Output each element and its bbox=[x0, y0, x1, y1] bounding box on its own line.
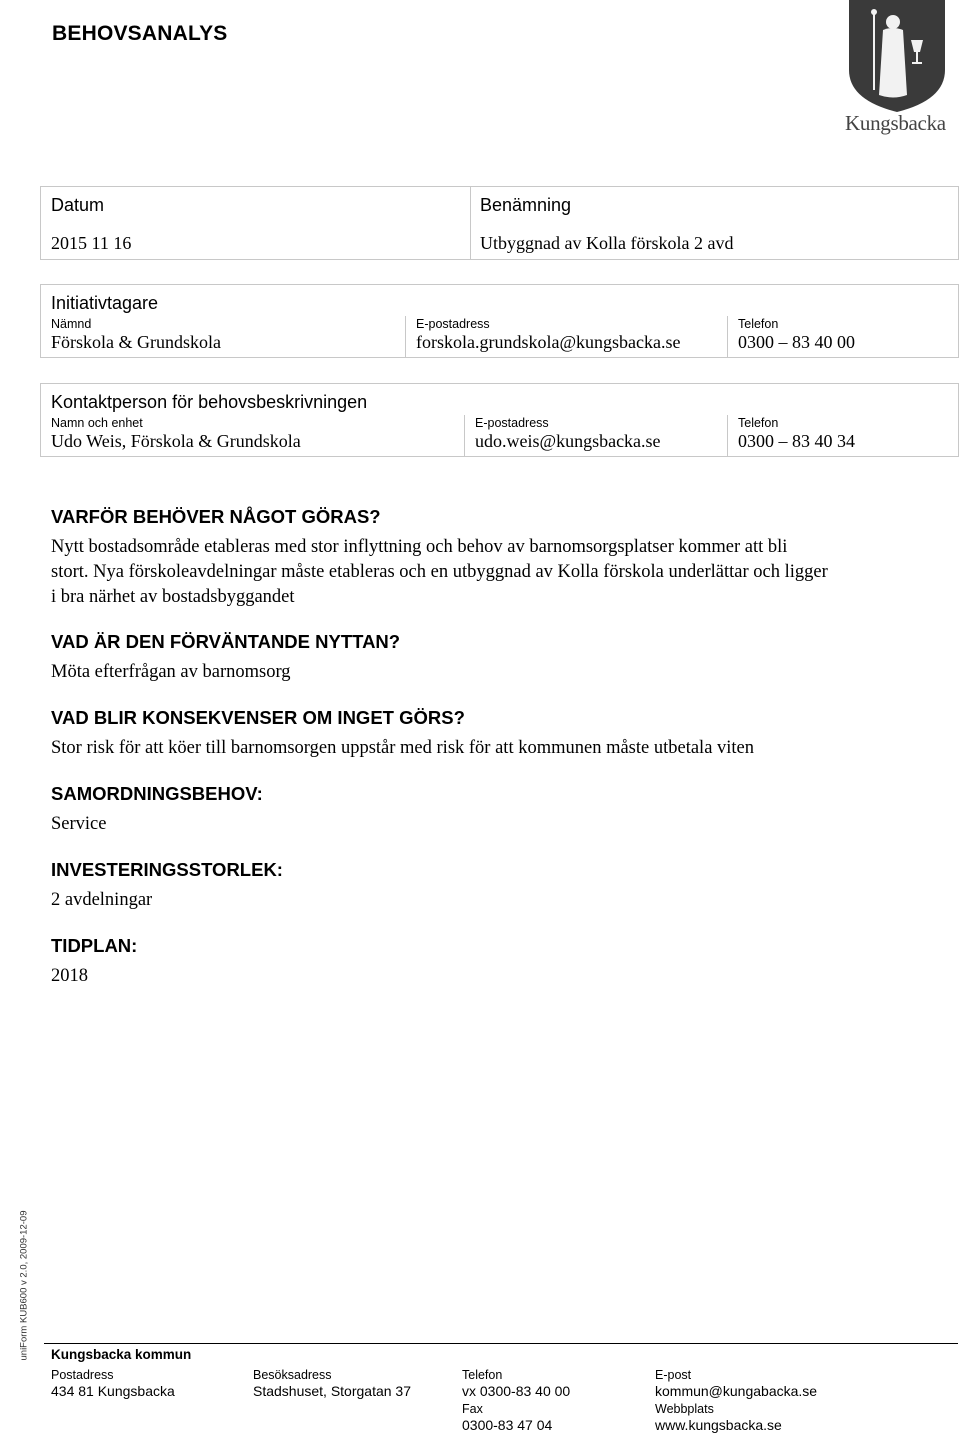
initiator-title: Initiativtagare bbox=[51, 293, 159, 313]
footer-fax-value: 0300-83 47 04 bbox=[462, 1417, 553, 1433]
footer-org: Kungsbacka kommun bbox=[51, 1347, 192, 1362]
investment-text: 2 avdelningar bbox=[51, 890, 153, 910]
footer-fax-label: Fax bbox=[462, 1402, 483, 1416]
consequence-text: Stor risk för att köer till barnomsorgen uppstår med risk för att kommunen måste utbetala viten bbox=[51, 738, 755, 758]
form-version-text: uniForm KUB600 v 2.0, 2009-12-09 bbox=[18, 1210, 30, 1361]
consequence-heading: VAD BLIR KONSEKVENSER OM INGET GÖRS? bbox=[51, 707, 465, 728]
email-label: E-postadress bbox=[416, 317, 490, 331]
document-title: BEHOVSANALYS bbox=[52, 22, 228, 45]
footer-visit-label: Besöksadress bbox=[253, 1368, 332, 1382]
contact-phone-label: Telefon bbox=[738, 416, 779, 430]
date-label: Datum bbox=[51, 195, 105, 215]
footer-email-label: E-post bbox=[655, 1368, 692, 1382]
contact-email-label: E-postadress bbox=[475, 416, 549, 430]
why-heading: VARFÖR BEHÖVER NÅGOT GÖRAS? bbox=[51, 506, 381, 527]
logo-text: Kungsbacka bbox=[845, 111, 946, 135]
footer-phone-label: Telefon bbox=[462, 1368, 503, 1382]
contact-phone-value: 0300 – 83 40 34 bbox=[738, 431, 855, 451]
committee-label: Nämnd bbox=[51, 317, 92, 331]
why-text: Nytt bostadsområde etableras med stor inflyttning och behov av barnomsorgsplatser kommer att bli stort. Nya förskoleavdelningar måste etableras och en utbyggnad av Kolla förskola underlättar och ligger i bra närhet av bostadsbyggandet bbox=[51, 537, 828, 607]
email-value[interactable]: forskola.grundskola@kungsbacka.se bbox=[416, 332, 681, 352]
footer-divider bbox=[44, 1343, 958, 1344]
contact-email-value[interactable]: udo.weis@kungsbacka.se bbox=[475, 431, 661, 451]
footer-web-value[interactable]: www.kungsbacka.se bbox=[655, 1417, 782, 1433]
footer-postal-value: 434 81 Kungsbacka bbox=[51, 1383, 175, 1399]
footer-web-label: Webbplats bbox=[655, 1402, 714, 1416]
benefit-text: Möta efterfrågan av barnomsorg bbox=[51, 662, 291, 682]
phone-value: 0300 – 83 40 00 bbox=[738, 332, 855, 352]
investment-heading: INVESTERINGSSTORLEK: bbox=[51, 859, 283, 880]
contact-name-label: Namn och enhet bbox=[51, 416, 143, 430]
contact-name-value: Udo Weis, Förskola & Grundskola bbox=[51, 431, 301, 451]
committee-value: Förskola & Grundskola bbox=[51, 332, 221, 352]
date-value: 2015 11 16 bbox=[51, 233, 132, 253]
coordination-heading: SAMORDNINGSBEHOV: bbox=[51, 783, 263, 804]
coordination-text: Service bbox=[51, 814, 107, 834]
name-label: Benämning bbox=[480, 195, 572, 215]
timeline-heading: TIDPLAN: bbox=[51, 935, 138, 956]
footer-postal-label: Postadress bbox=[51, 1368, 114, 1382]
benefit-heading: VAD ÄR DEN FÖRVÄNTANDE NYTTAN? bbox=[51, 631, 401, 652]
contact-title: Kontaktperson för behovsbeskrivningen bbox=[51, 392, 368, 412]
phone-label: Telefon bbox=[738, 317, 779, 331]
footer-email-value[interactable]: kommun@kungabacka.se bbox=[655, 1383, 818, 1399]
footer-phone-value: vx 0300-83 40 00 bbox=[462, 1383, 571, 1399]
footer-visit-value: Stadshuset, Storgatan 37 bbox=[253, 1383, 411, 1399]
timeline-text: 2018 bbox=[51, 966, 88, 986]
name-value: Utbyggnad av Kolla förskola 2 avd bbox=[480, 233, 734, 253]
